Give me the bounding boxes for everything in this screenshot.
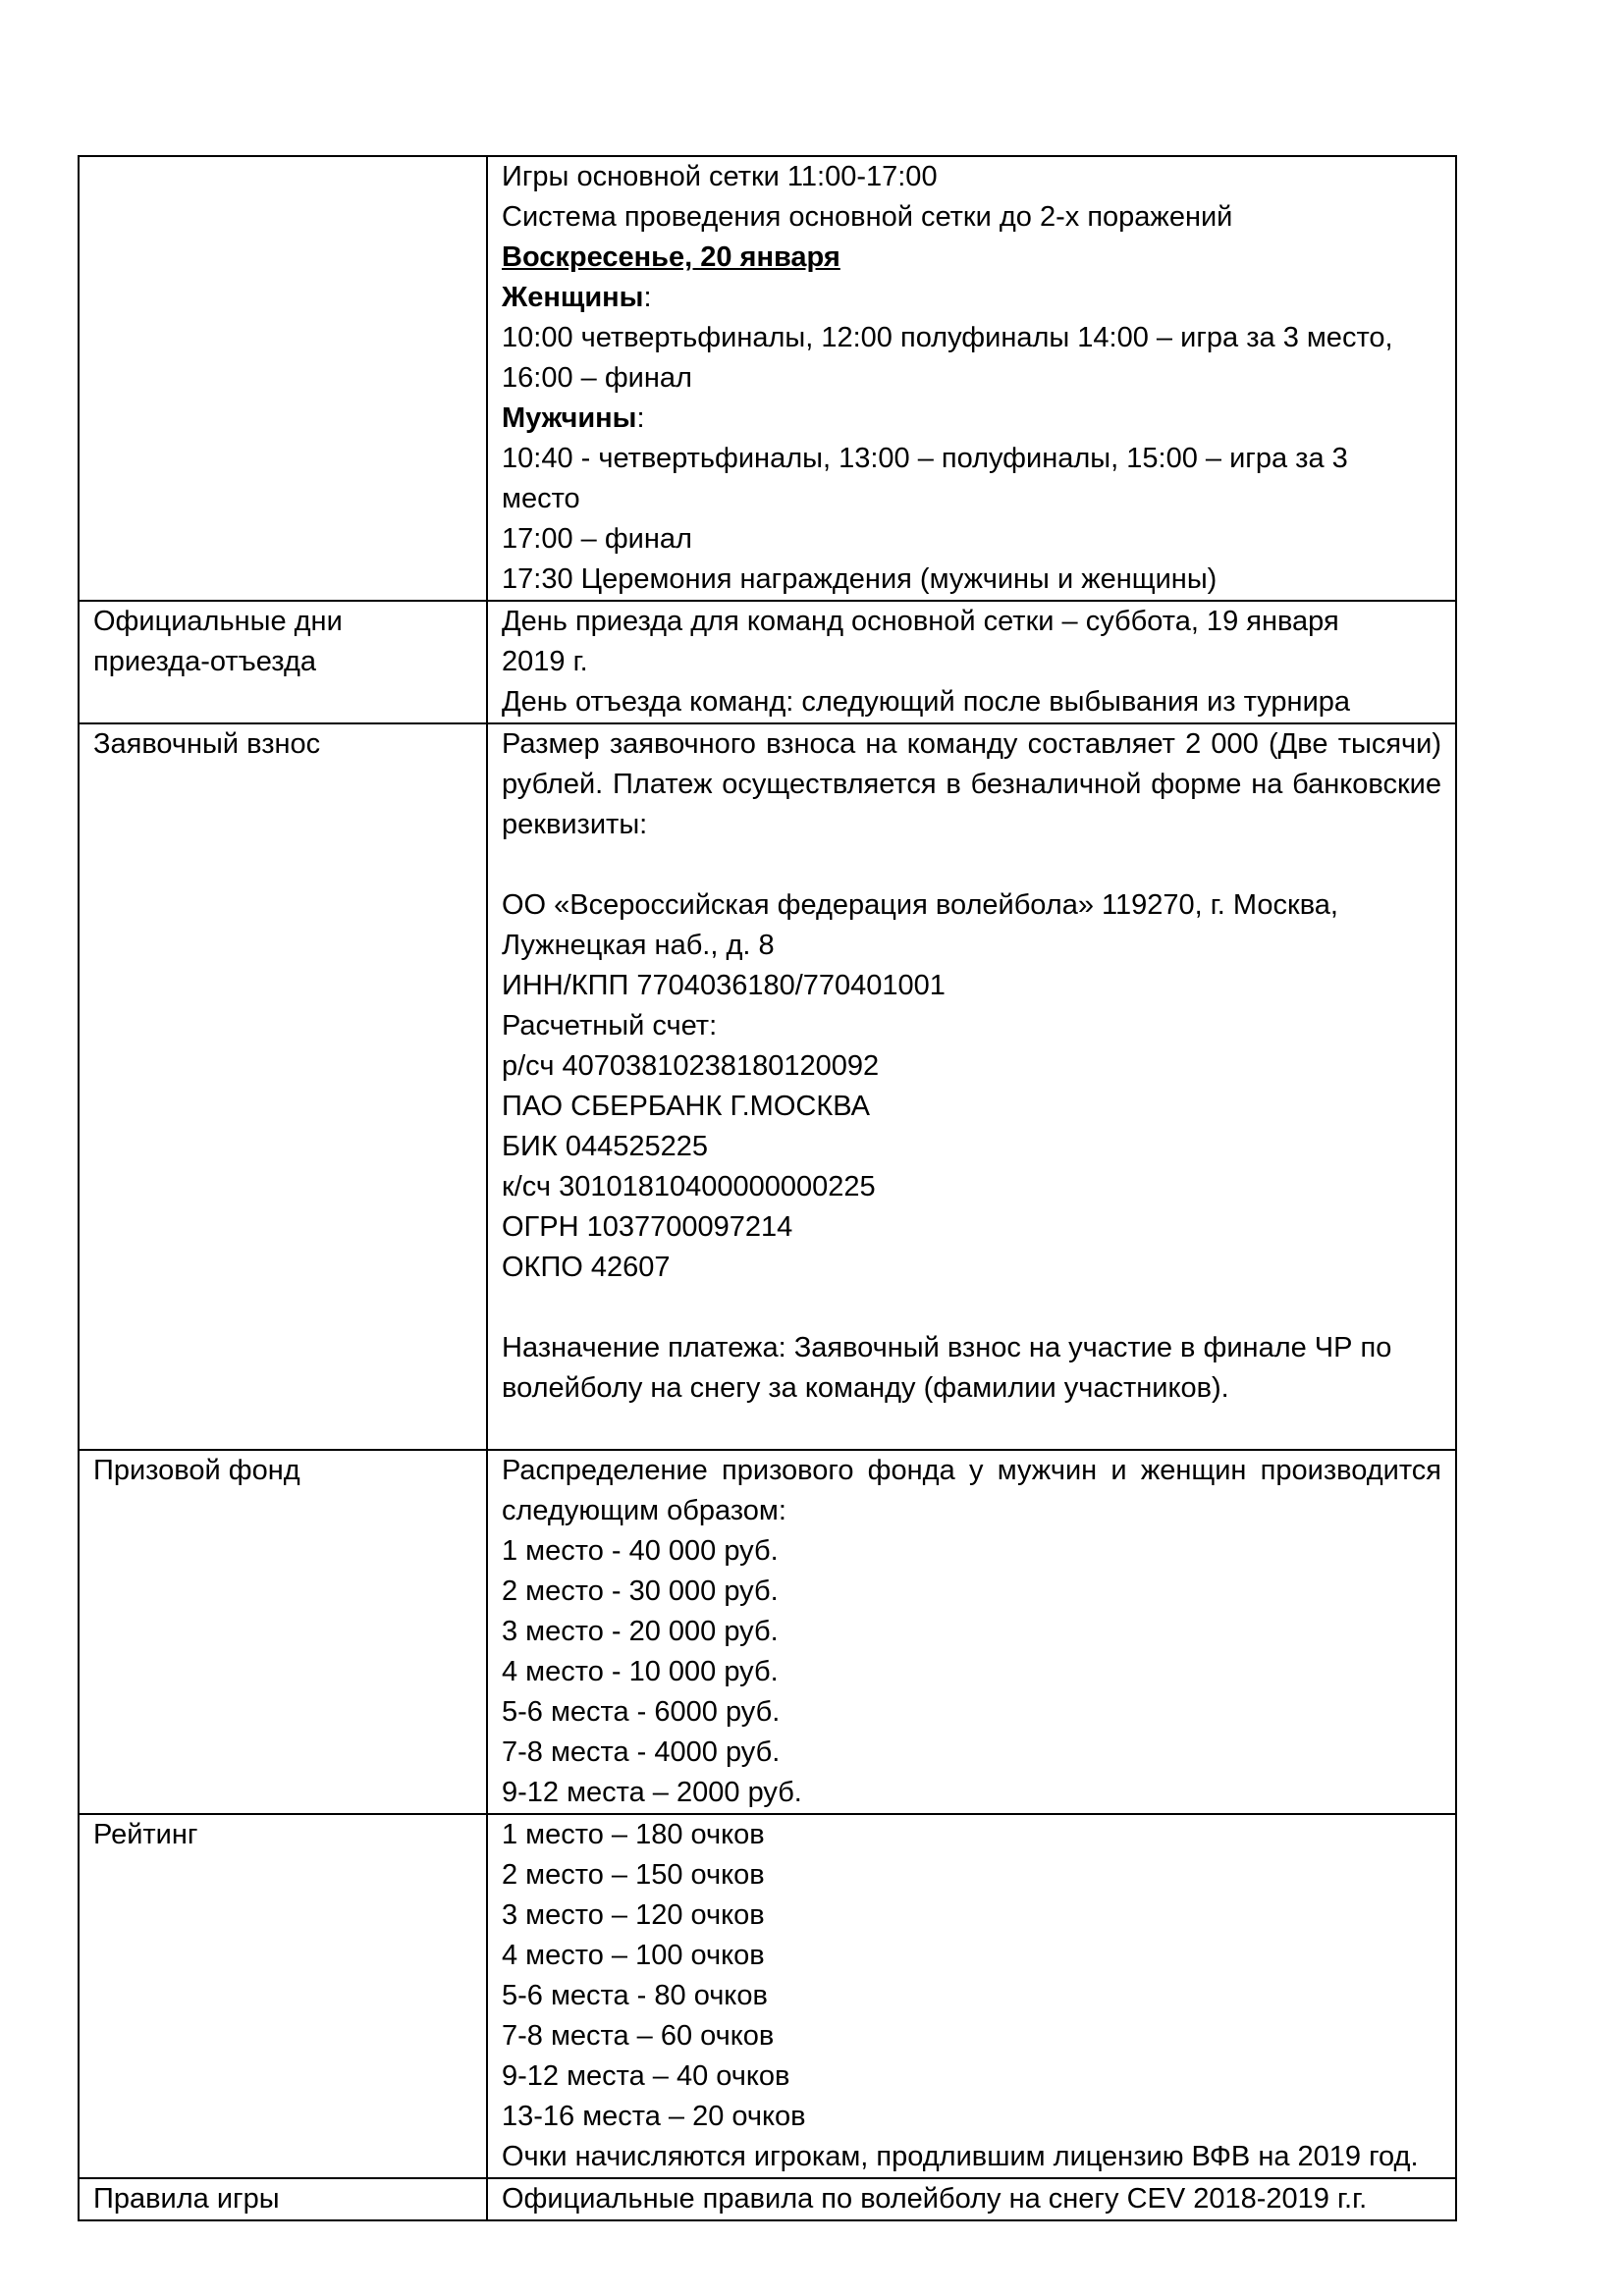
prize-fund-paragraph: Распределение призового фонда у мужчин и женщин производится следующим образом: (502, 1455, 1441, 1526)
label-cell-arrival-departure (79, 601, 487, 723)
bank-account-heading: Расчетный счет: (502, 1010, 718, 1041)
table-row-entry-fee (79, 723, 1456, 1450)
schedule-men-colon: : (636, 402, 645, 434)
content-cell-rating (487, 1814, 1456, 2178)
schedule-main-grid-time: Игры основной сетки 11:00-17:00 (502, 161, 938, 192)
rating-place-7-8: 7-8 места – 60 очков (502, 2020, 775, 2052)
arrival-line-1: День приезда для команд основной сетки – суббота, 19 января (502, 606, 1339, 637)
spacer (502, 1409, 1441, 1449)
schedule-ceremony: 17:30 Церемония награждения (мужчины и женщины) (502, 563, 1218, 595)
label-rating: Рейтинг (93, 1819, 198, 1850)
content-cell-prize-fund (487, 1450, 1456, 1814)
label-cell-rating (79, 1814, 487, 2178)
label-line-1: Официальные дни (93, 606, 343, 637)
prize-place-3: 3 место - 20 000 руб. (502, 1616, 779, 1647)
payment-purpose-line-2: волейболу на снегу за команду (фамилии участников). (502, 1372, 1229, 1404)
label-cell-prize-fund (79, 1450, 487, 1814)
table-row-prize-fund (79, 1450, 1456, 1814)
departure-line: День отъезда команд: следующий после выбывания из турнира (502, 686, 1351, 718)
schedule-day-heading: Воскресенье, 20 января (502, 241, 840, 273)
rules-text: Официальные правила по волейболу на снегу CEV 2018-2019 г.г. (502, 2183, 1368, 2215)
prize-place-9-12: 9-12 места – 2000 руб. (502, 1777, 802, 1808)
bank-inn-kpp: ИНН/КПП 7704036180/770401001 (502, 970, 946, 1001)
prize-place-2: 2 место - 30 000 руб. (502, 1575, 779, 1607)
schedule-women-line-1: 10:00 четвертьфиналы, 12:00 полуфиналы 14:00 – игра за 3 место, (502, 322, 1393, 353)
rating-note-paragraph: Очки начисляются игрокам, продлившим лицензию ВФВ на 2019 год. (502, 2141, 1419, 2172)
label-rules: Правила игры (93, 2183, 280, 2215)
bank-okpo: ОКПО 42607 (502, 1252, 671, 1283)
prize-place-5-6: 5-6 места - 6000 руб. (502, 1696, 781, 1728)
label-cell-entry-fee (79, 723, 487, 1450)
bank-ogrn: ОГРН 1037700097214 (502, 1211, 793, 1243)
entry-fee-paragraph: Размер заявочного взноса на команду составляет 2 000 (Две тысячи) рублей. Платеж осуществляется в безналичной форме на банковские реквизиты: (502, 728, 1441, 840)
schedule-men-final: 17:00 – финал (502, 523, 692, 555)
prize-place-7-8: 7-8 места - 4000 руб. (502, 1736, 781, 1768)
content-cell-rules (487, 2178, 1456, 2220)
bank-org-line-2: Лужнецкая наб., д. 8 (502, 930, 775, 961)
schedule-women-heading: Женщины (502, 282, 644, 313)
content-cell-entry-fee (487, 723, 1456, 1450)
schedule-men-heading: Мужчины (502, 402, 637, 434)
label-prize-fund: Призовой фонд (93, 1455, 300, 1486)
label-entry-fee: Заявочный взнос (93, 728, 321, 760)
rating-place-2: 2 место – 150 очков (502, 1859, 765, 1891)
rating-place-4: 4 место – 100 очков (502, 1940, 765, 1971)
content-cell-arrival-departure (487, 601, 1456, 723)
rating-place-3: 3 место – 120 очков (502, 1899, 765, 1931)
label-cell-rules (79, 2178, 487, 2220)
rating-place-13-16: 13-16 места – 20 очков (502, 2101, 806, 2132)
schedule-women-line-2: 16:00 – финал (502, 362, 692, 394)
rating-place-5-6: 5-6 места - 80 очков (502, 1980, 768, 2011)
regulations-table (78, 155, 1457, 2221)
bank-name: ПАО СБЕРБАНК Г.МОСКВА (502, 1091, 870, 1122)
prize-place-1: 1 место - 40 000 руб. (502, 1535, 779, 1567)
label-cell-empty (79, 156, 487, 601)
spacer (502, 845, 1441, 885)
table-row-rules (79, 2178, 1456, 2220)
prize-place-4: 4 место - 10 000 руб. (502, 1656, 779, 1687)
bank-bik: БИК 044525225 (502, 1131, 708, 1162)
table-row-rating (79, 1814, 1456, 2178)
bank-org-line-1: ОО «Всероссийская федерация волейбола» 119270, г. Москва, (502, 889, 1338, 921)
content-cell-schedule (487, 156, 1456, 601)
schedule-men-line-2: место (502, 483, 580, 514)
label-line-2: приезда-отъезда (93, 646, 316, 677)
schedule-main-grid-system: Система проведения основной сетки до 2-х поражений (502, 201, 1233, 233)
arrival-line-2: 2019 г. (502, 646, 588, 677)
schedule-men-line-1: 10:40 - четвертьфиналы, 13:00 – полуфиналы, 15:00 – игра за 3 (502, 443, 1348, 474)
schedule-women-colon: : (643, 282, 652, 313)
rating-place-9-12: 9-12 места – 40 очков (502, 2060, 790, 2092)
bank-correspondent-account: к/сч 30101810400000000225 (502, 1171, 876, 1202)
payment-purpose-line-1: Назначение платежа: Заявочный взнос на участие в финале ЧР по (502, 1332, 1392, 1363)
table-row-schedule (79, 156, 1456, 601)
table-row-arrival-departure (79, 601, 1456, 723)
spacer (502, 1288, 1441, 1328)
rating-place-1: 1 место – 180 очков (502, 1819, 765, 1850)
bank-account-number: р/сч 40703810238180120092 (502, 1050, 880, 1082)
